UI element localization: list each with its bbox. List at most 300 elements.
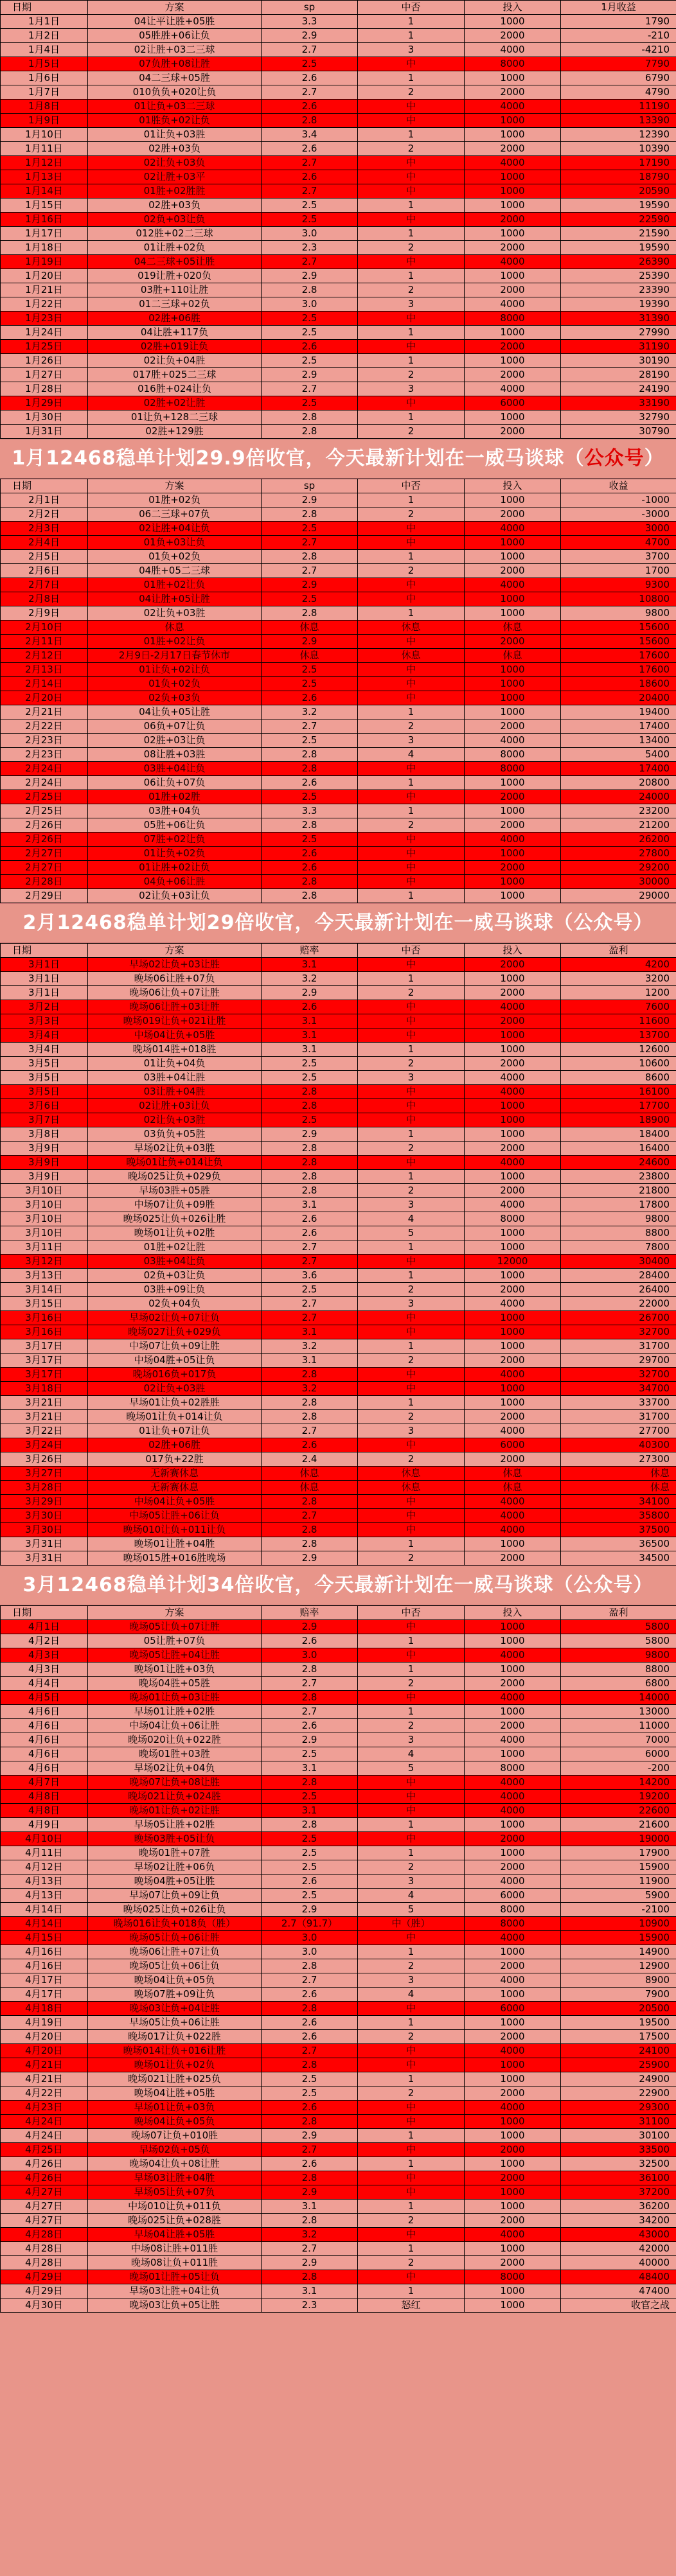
- table-cell: 1000: [465, 2284, 561, 2298]
- table-row: [1, 1691, 676, 1705]
- table-cell: 2000: [465, 213, 561, 227]
- table-cell: 2.9: [262, 1620, 358, 1634]
- table-cell: 25900: [561, 2058, 676, 2072]
- table-row: [1, 2270, 676, 2284]
- table-cell: 48400: [561, 2270, 676, 2284]
- table-cell: 2: [358, 1354, 465, 1368]
- table-cell: 2.6: [262, 71, 358, 85]
- table-row: [1, 719, 676, 734]
- table-cell: 2月14日: [1, 677, 88, 691]
- table-cell: 中: [358, 1156, 465, 1170]
- table-cell: 2.8: [262, 283, 358, 297]
- table-cell: 1000: [465, 410, 561, 425]
- table-cell: 1000: [465, 1113, 561, 1127]
- table-cell: 晚场020让负+022胜: [88, 1733, 262, 1747]
- table-row: [1, 1903, 676, 1917]
- table-row: [1, 142, 676, 156]
- table-cell: 01二三球+02负: [88, 297, 262, 312]
- table-cell: 中: [358, 2002, 465, 2016]
- table-cell: 2.8: [262, 507, 358, 522]
- table-cell: 2000: [465, 340, 561, 354]
- table-cell: 4000: [465, 1198, 561, 1212]
- header-cell: 盈利: [561, 1606, 676, 1620]
- table-cell: 中场010让负+011负: [88, 2200, 262, 2214]
- table-row: [1, 1959, 676, 1973]
- table-cell: 中场04让负+05胜: [88, 1028, 262, 1043]
- table-cell: 晚场014让负+016让胜: [88, 2044, 262, 2058]
- table-cell: 2000: [465, 958, 561, 972]
- table-cell: 2.6: [262, 2101, 358, 2115]
- table-cell: 4月13日: [1, 1875, 88, 1889]
- table-cell: 中: [358, 1113, 465, 1127]
- table-cell: 1: [358, 2242, 465, 2256]
- table-cell: 1000: [465, 354, 561, 368]
- table-cell: 4700: [561, 536, 676, 550]
- table-cell: 2.5: [262, 1113, 358, 1127]
- table-cell: 1790: [561, 15, 676, 29]
- table-cell: 晚场021让负+024胜: [88, 1790, 262, 1804]
- table-cell: 2.5: [262, 2072, 358, 2086]
- table-cell: 2月29日: [1, 889, 88, 903]
- table-cell: 11190: [561, 100, 676, 114]
- table-cell: 2月1日: [1, 493, 88, 507]
- table-cell: 1000: [465, 1846, 561, 1860]
- table-cell: 3月1日: [1, 986, 88, 1000]
- table-cell: 14000: [561, 1691, 676, 1705]
- table-cell: 2.8: [262, 425, 358, 439]
- table-cell: 12600: [561, 1043, 676, 1057]
- table-row: [1, 691, 676, 705]
- table-cell: 28400: [561, 1269, 676, 1283]
- table-cell: 2.3: [262, 2298, 358, 2313]
- table-cell: 02胜+129胜: [88, 425, 262, 439]
- table-cell: 早场05让胜+02胜: [88, 1818, 262, 1832]
- table-cell: 休息: [358, 649, 465, 663]
- table-cell: 03胜+110让胜: [88, 283, 262, 297]
- table-cell: 晚场019让负+021让胜: [88, 1014, 262, 1028]
- header-cell: 投入: [465, 479, 561, 493]
- table-row: [1, 804, 676, 818]
- table-cell: 2月21日: [1, 705, 88, 719]
- table-row: [1, 536, 676, 550]
- table-cell: 4月30日: [1, 2298, 88, 2313]
- table-cell: 01让胜+02让负: [88, 861, 262, 875]
- table-row: [1, 958, 676, 972]
- table-cell: 中: [358, 1438, 465, 1452]
- table-cell: 4月6日: [1, 1761, 88, 1776]
- table-cell: -4210: [561, 43, 676, 57]
- table-cell: 1000: [465, 550, 561, 564]
- table-cell: 2: [358, 85, 465, 100]
- table-row: [1, 1719, 676, 1733]
- table-cell: 019让胜+020负: [88, 269, 262, 283]
- table-cell: 早场01让胜+02胜: [88, 1705, 262, 1719]
- table-cell: 2.8: [262, 550, 358, 564]
- table-cell: 3: [358, 297, 465, 312]
- table-cell: 晚场06让负+07让胜: [88, 986, 262, 1000]
- table-cell: 02胜+03负: [88, 142, 262, 156]
- table-row: [1, 241, 676, 255]
- table-cell: 4月22日: [1, 2086, 88, 2101]
- table-cell: 中: [358, 340, 465, 354]
- table-cell: 2000: [465, 142, 561, 156]
- table-cell: 2: [358, 425, 465, 439]
- table-cell: 2月3日: [1, 522, 88, 536]
- table-cell: 02胜+03让负: [88, 734, 262, 748]
- table-row: [1, 1846, 676, 1860]
- table-cell: 1: [358, 227, 465, 241]
- header-cell: 中否: [358, 944, 465, 958]
- table-cell: 25390: [561, 269, 676, 283]
- table-cell: 1000: [465, 536, 561, 550]
- table-cell: 1000: [465, 1634, 561, 1648]
- table-cell: 23390: [561, 283, 676, 297]
- table-cell: 中场04让负+06让胜: [88, 1719, 262, 1733]
- table-cell: 4月20日: [1, 2044, 88, 2058]
- table-cell: 31100: [561, 2115, 676, 2129]
- table-cell: 晚场01让胜+04胜: [88, 1537, 262, 1551]
- table-cell: 26390: [561, 255, 676, 269]
- table-row: [1, 1917, 676, 1931]
- table-row: [1, 2171, 676, 2185]
- table-row: [1, 635, 676, 649]
- table-cell: 4月9日: [1, 1818, 88, 1832]
- table-cell: 2.8: [262, 1085, 358, 1099]
- table-cell: 2月25日: [1, 790, 88, 804]
- table-cell: 2.6: [262, 2030, 358, 2044]
- table-cell: 13000: [561, 1705, 676, 1719]
- table-cell: 休息: [465, 649, 561, 663]
- table-cell: 1000: [465, 114, 561, 128]
- table-cell: 2000: [465, 1677, 561, 1691]
- table-cell: 3月31日: [1, 1537, 88, 1551]
- table-cell: 18600: [561, 677, 676, 691]
- table-cell: 2: [358, 1719, 465, 1733]
- table-cell: 02让负+03让负: [88, 889, 262, 903]
- table-cell: 晚场014胜+018胜: [88, 1043, 262, 1057]
- table-cell: 2月20日: [1, 691, 88, 705]
- table-cell: 6000: [465, 2002, 561, 2016]
- summary-text: 2月12468稳单计划29倍收官，今天最新计划在一威马谈球（公众号）: [22, 912, 654, 934]
- table-cell: 2.5: [262, 1283, 358, 1297]
- table-cell: 17400: [561, 762, 676, 776]
- table-cell: 2.6: [262, 1719, 358, 1733]
- table-row: [1, 184, 676, 198]
- table-row: [1, 1634, 676, 1648]
- header-cell: 日期: [1, 1, 88, 15]
- table-row: [1, 1931, 676, 1945]
- table-cell: 1000: [465, 2016, 561, 2030]
- table-cell: 休息: [262, 649, 358, 663]
- table-cell: 2月6日: [1, 564, 88, 578]
- table-cell: 010负负+020让负: [88, 85, 262, 100]
- header-cell: 日期: [1, 479, 88, 493]
- table-row: [1, 2242, 676, 2256]
- table-row: [1, 269, 676, 283]
- table-cell: 晚场01让负+03让胜: [88, 1691, 262, 1705]
- table-cell: 2000: [465, 1832, 561, 1846]
- table-cell: 8000: [465, 1761, 561, 1776]
- table-cell: 17700: [561, 1099, 676, 1113]
- table-cell: 4月23日: [1, 2101, 88, 2115]
- table-cell: 06让负+07负: [88, 776, 262, 790]
- table-row: [1, 1424, 676, 1438]
- table-cell: 中: [358, 213, 465, 227]
- table-cell: 中: [358, 2101, 465, 2115]
- table-cell: 晚场01让胜+05让负: [88, 2270, 262, 2284]
- table-cell: 1月16日: [1, 213, 88, 227]
- table-cell: 02让胜+03让负: [88, 1099, 262, 1113]
- table-cell: 1月4日: [1, 43, 88, 57]
- table-cell: 1000: [465, 198, 561, 213]
- table-row: [1, 1467, 676, 1481]
- table-cell: 23200: [561, 804, 676, 818]
- table-cell: 10900: [561, 1917, 676, 1931]
- table-cell: 2月23日: [1, 734, 88, 748]
- header-cell: 方案: [88, 1, 262, 15]
- table-cell: 2.8: [262, 1170, 358, 1184]
- table-cell: 4000: [465, 1156, 561, 1170]
- table-cell: 5: [358, 1903, 465, 1917]
- table-cell: 2.8: [262, 1410, 358, 1424]
- table-cell: 8000: [465, 762, 561, 776]
- table-cell: 2.7: [262, 1240, 358, 1255]
- table-row: [1, 1410, 676, 1424]
- table-cell: 2月28日: [1, 875, 88, 889]
- table-row: [1, 1537, 676, 1551]
- table-cell: 2.7: [262, 43, 358, 57]
- table-cell: 03胜+04让负: [88, 1255, 262, 1269]
- table-cell: 4月27日: [1, 2214, 88, 2228]
- table-row: [1, 1648, 676, 1663]
- table-cell: 2.7: [262, 1973, 358, 1988]
- table-cell: 3.0: [262, 1648, 358, 1663]
- table-cell: 4000: [465, 1790, 561, 1804]
- record-table: [0, 0, 676, 439]
- table-cell: 2000: [465, 719, 561, 734]
- table-cell: 017负+22胜: [88, 1452, 262, 1467]
- table-cell: 1: [358, 29, 465, 43]
- table-cell: 19400: [561, 705, 676, 719]
- table-cell: 4月27日: [1, 2185, 88, 2200]
- table-cell: 2000: [465, 1410, 561, 1424]
- table-cell: 3月10日: [1, 1226, 88, 1240]
- table-cell: 01让负+03胜: [88, 128, 262, 142]
- table-cell: 1月1日: [1, 15, 88, 29]
- table-cell: 2.5: [262, 2086, 358, 2101]
- table-row: [1, 875, 676, 889]
- table-cell: 27300: [561, 1452, 676, 1467]
- table-cell: 26200: [561, 833, 676, 847]
- table-cell: 01胜+02胜胜: [88, 184, 262, 198]
- table-cell: 2.5: [262, 592, 358, 606]
- table-cell: 2月24日: [1, 776, 88, 790]
- table-cell: 2月26日: [1, 833, 88, 847]
- table-cell: 1000: [465, 128, 561, 142]
- table-cell: 中: [358, 2171, 465, 2185]
- table-cell: 2.8: [262, 748, 358, 762]
- table-cell: 2.6: [262, 1634, 358, 1648]
- table-row: [1, 1988, 676, 2002]
- table-row: [1, 2214, 676, 2228]
- table-cell: 中: [358, 847, 465, 861]
- table-cell: 2: [358, 283, 465, 297]
- table-cell: 02让胜+03平: [88, 170, 262, 184]
- table-cell: 1月27日: [1, 368, 88, 382]
- table-cell: 中: [358, 578, 465, 592]
- table-cell: 1: [358, 1634, 465, 1648]
- table-cell: 4月6日: [1, 1705, 88, 1719]
- table-cell: 24190: [561, 382, 676, 396]
- table-cell: 2月2日: [1, 507, 88, 522]
- table-cell: 2.6: [262, 861, 358, 875]
- table-cell: 7790: [561, 57, 676, 71]
- table-cell: 3.3: [262, 804, 358, 818]
- table-cell: 2000: [465, 818, 561, 833]
- table-cell: 1000: [465, 1325, 561, 1339]
- table-cell: 2.9: [262, 1733, 358, 1747]
- table-cell: 03胜+04让负: [88, 762, 262, 776]
- table-cell: 16400: [561, 1142, 676, 1156]
- table-cell: 3月24日: [1, 1438, 88, 1452]
- table-cell: 3: [358, 1733, 465, 1747]
- table-cell: 34100: [561, 1495, 676, 1509]
- table-cell: 晚场027让负+029负: [88, 1325, 262, 1339]
- table-cell: 3.0: [262, 1931, 358, 1945]
- table-cell: 06二三球+07负: [88, 507, 262, 522]
- table-cell: 8000: [465, 57, 561, 71]
- table-cell: 1月6日: [1, 71, 88, 85]
- table-cell: 1月18日: [1, 241, 88, 255]
- table-row: [1, 1325, 676, 1339]
- table-cell: 4000: [465, 734, 561, 748]
- table-cell: 21800: [561, 1184, 676, 1198]
- table-cell: 晚场04胜+05胜: [88, 1677, 262, 1691]
- table-cell: 4月13日: [1, 1889, 88, 1903]
- table-cell: 2: [358, 1959, 465, 1973]
- table-cell: 1: [358, 2200, 465, 2214]
- table-cell: 早场03让胜+04胜: [88, 2171, 262, 2185]
- table-row: [1, 621, 676, 635]
- table-cell: 2.8: [262, 1368, 358, 1382]
- table-cell: 晚场04让负+05负: [88, 2115, 262, 2129]
- table-cell: 2.8: [262, 2002, 358, 2016]
- header-cell: 方案: [88, 944, 262, 958]
- table-row: [1, 1198, 676, 1212]
- table-cell: 8800: [561, 1663, 676, 1677]
- table-cell: 2.6: [262, 847, 358, 861]
- table-cell: 4月8日: [1, 1790, 88, 1804]
- table-cell: 33190: [561, 396, 676, 410]
- table-cell: 中场05让胜+06让负: [88, 1509, 262, 1523]
- table-cell: 3月17日: [1, 1354, 88, 1368]
- table-cell: 中: [358, 663, 465, 677]
- table-cell: 2: [358, 368, 465, 382]
- table-row: [1, 1170, 676, 1184]
- table-cell: 43000: [561, 2228, 676, 2242]
- table-cell: 4000: [465, 1973, 561, 1988]
- table-cell: 2月9日-2月17日春节休市: [88, 649, 262, 663]
- table-cell: 2.9: [262, 1903, 358, 1917]
- table-cell: 3.1: [262, 2200, 358, 2214]
- table-cell: 早场01让负+03负: [88, 2101, 262, 2115]
- table-cell: 02让负+03负: [88, 156, 262, 170]
- table-cell: 晚场025让负+029负: [88, 1170, 262, 1184]
- table-cell: 2.8: [262, 818, 358, 833]
- table-cell: 3.1: [262, 2284, 358, 2298]
- table-cell: 中: [358, 2058, 465, 2072]
- table-cell: 4000: [465, 297, 561, 312]
- table-cell: 3月26日: [1, 1452, 88, 1467]
- table-cell: 晚场06让胜+03让胜: [88, 1000, 262, 1014]
- table-cell: 30100: [561, 2129, 676, 2143]
- table-cell: 4000: [465, 1733, 561, 1747]
- table-cell: 01胜+02让负: [88, 635, 262, 649]
- table-cell: 休息: [465, 1467, 561, 1481]
- table-cell: 2.5: [262, 326, 358, 340]
- table-cell: 012胜+02二三球: [88, 227, 262, 241]
- table-cell: 4000: [465, 255, 561, 269]
- table-row: [1, 2030, 676, 2044]
- table-cell: 4月11日: [1, 1846, 88, 1860]
- table-cell: 1000: [465, 1269, 561, 1283]
- table-cell: 2.9: [262, 368, 358, 382]
- table-cell: 19000: [561, 1832, 676, 1846]
- table-cell: 2月22日: [1, 719, 88, 734]
- table-cell: 27800: [561, 847, 676, 861]
- table-cell: 6000: [465, 1889, 561, 1903]
- table-cell: 3.1: [262, 1043, 358, 1057]
- table-cell: 晚场01让胜+03负: [88, 1663, 262, 1677]
- table-cell: 1月13日: [1, 170, 88, 184]
- table-cell: 8900: [561, 1973, 676, 1988]
- table-cell: 1000: [465, 1043, 561, 1057]
- table-cell: 05胜+06让负: [88, 818, 262, 833]
- table-cell: 中场07让负+09让胜: [88, 1339, 262, 1354]
- table-cell: 2000: [465, 1860, 561, 1875]
- table-cell: 4000: [465, 1931, 561, 1945]
- table-cell: 47400: [561, 2284, 676, 2298]
- table-cell: 2.6: [262, 2157, 358, 2171]
- table-cell: 7600: [561, 1000, 676, 1014]
- table-row: [1, 1085, 676, 1099]
- table-row: [1, 1705, 676, 1719]
- table-cell: 05胜胜+06让负: [88, 29, 262, 43]
- table-row: [1, 1973, 676, 1988]
- table-cell: 2000: [465, 1283, 561, 1297]
- header-cell: sp: [262, 1, 358, 15]
- table-cell: 2月11日: [1, 635, 88, 649]
- table-cell: 32500: [561, 2157, 676, 2171]
- table-cell: 4月3日: [1, 1663, 88, 1677]
- table-cell: 2.7: [262, 719, 358, 734]
- table-header: [1, 1606, 676, 1620]
- table-cell: 中: [358, 1832, 465, 1846]
- table-cell: 2月13日: [1, 663, 88, 677]
- table-cell: 中: [358, 114, 465, 128]
- table-cell: 中: [358, 1325, 465, 1339]
- table-row: [1, 1804, 676, 1818]
- table-cell: 休息: [262, 1481, 358, 1495]
- table-row: [1, 1311, 676, 1325]
- header-cell: 盈利: [561, 944, 676, 958]
- table-cell: 26400: [561, 1283, 676, 1297]
- table-cell: 35800: [561, 1509, 676, 1523]
- table-cell: 1: [358, 1396, 465, 1410]
- table-cell: 2.7: [262, 255, 358, 269]
- header-cell: 日期: [1, 944, 88, 958]
- table-cell: 01让负+02让负: [88, 663, 262, 677]
